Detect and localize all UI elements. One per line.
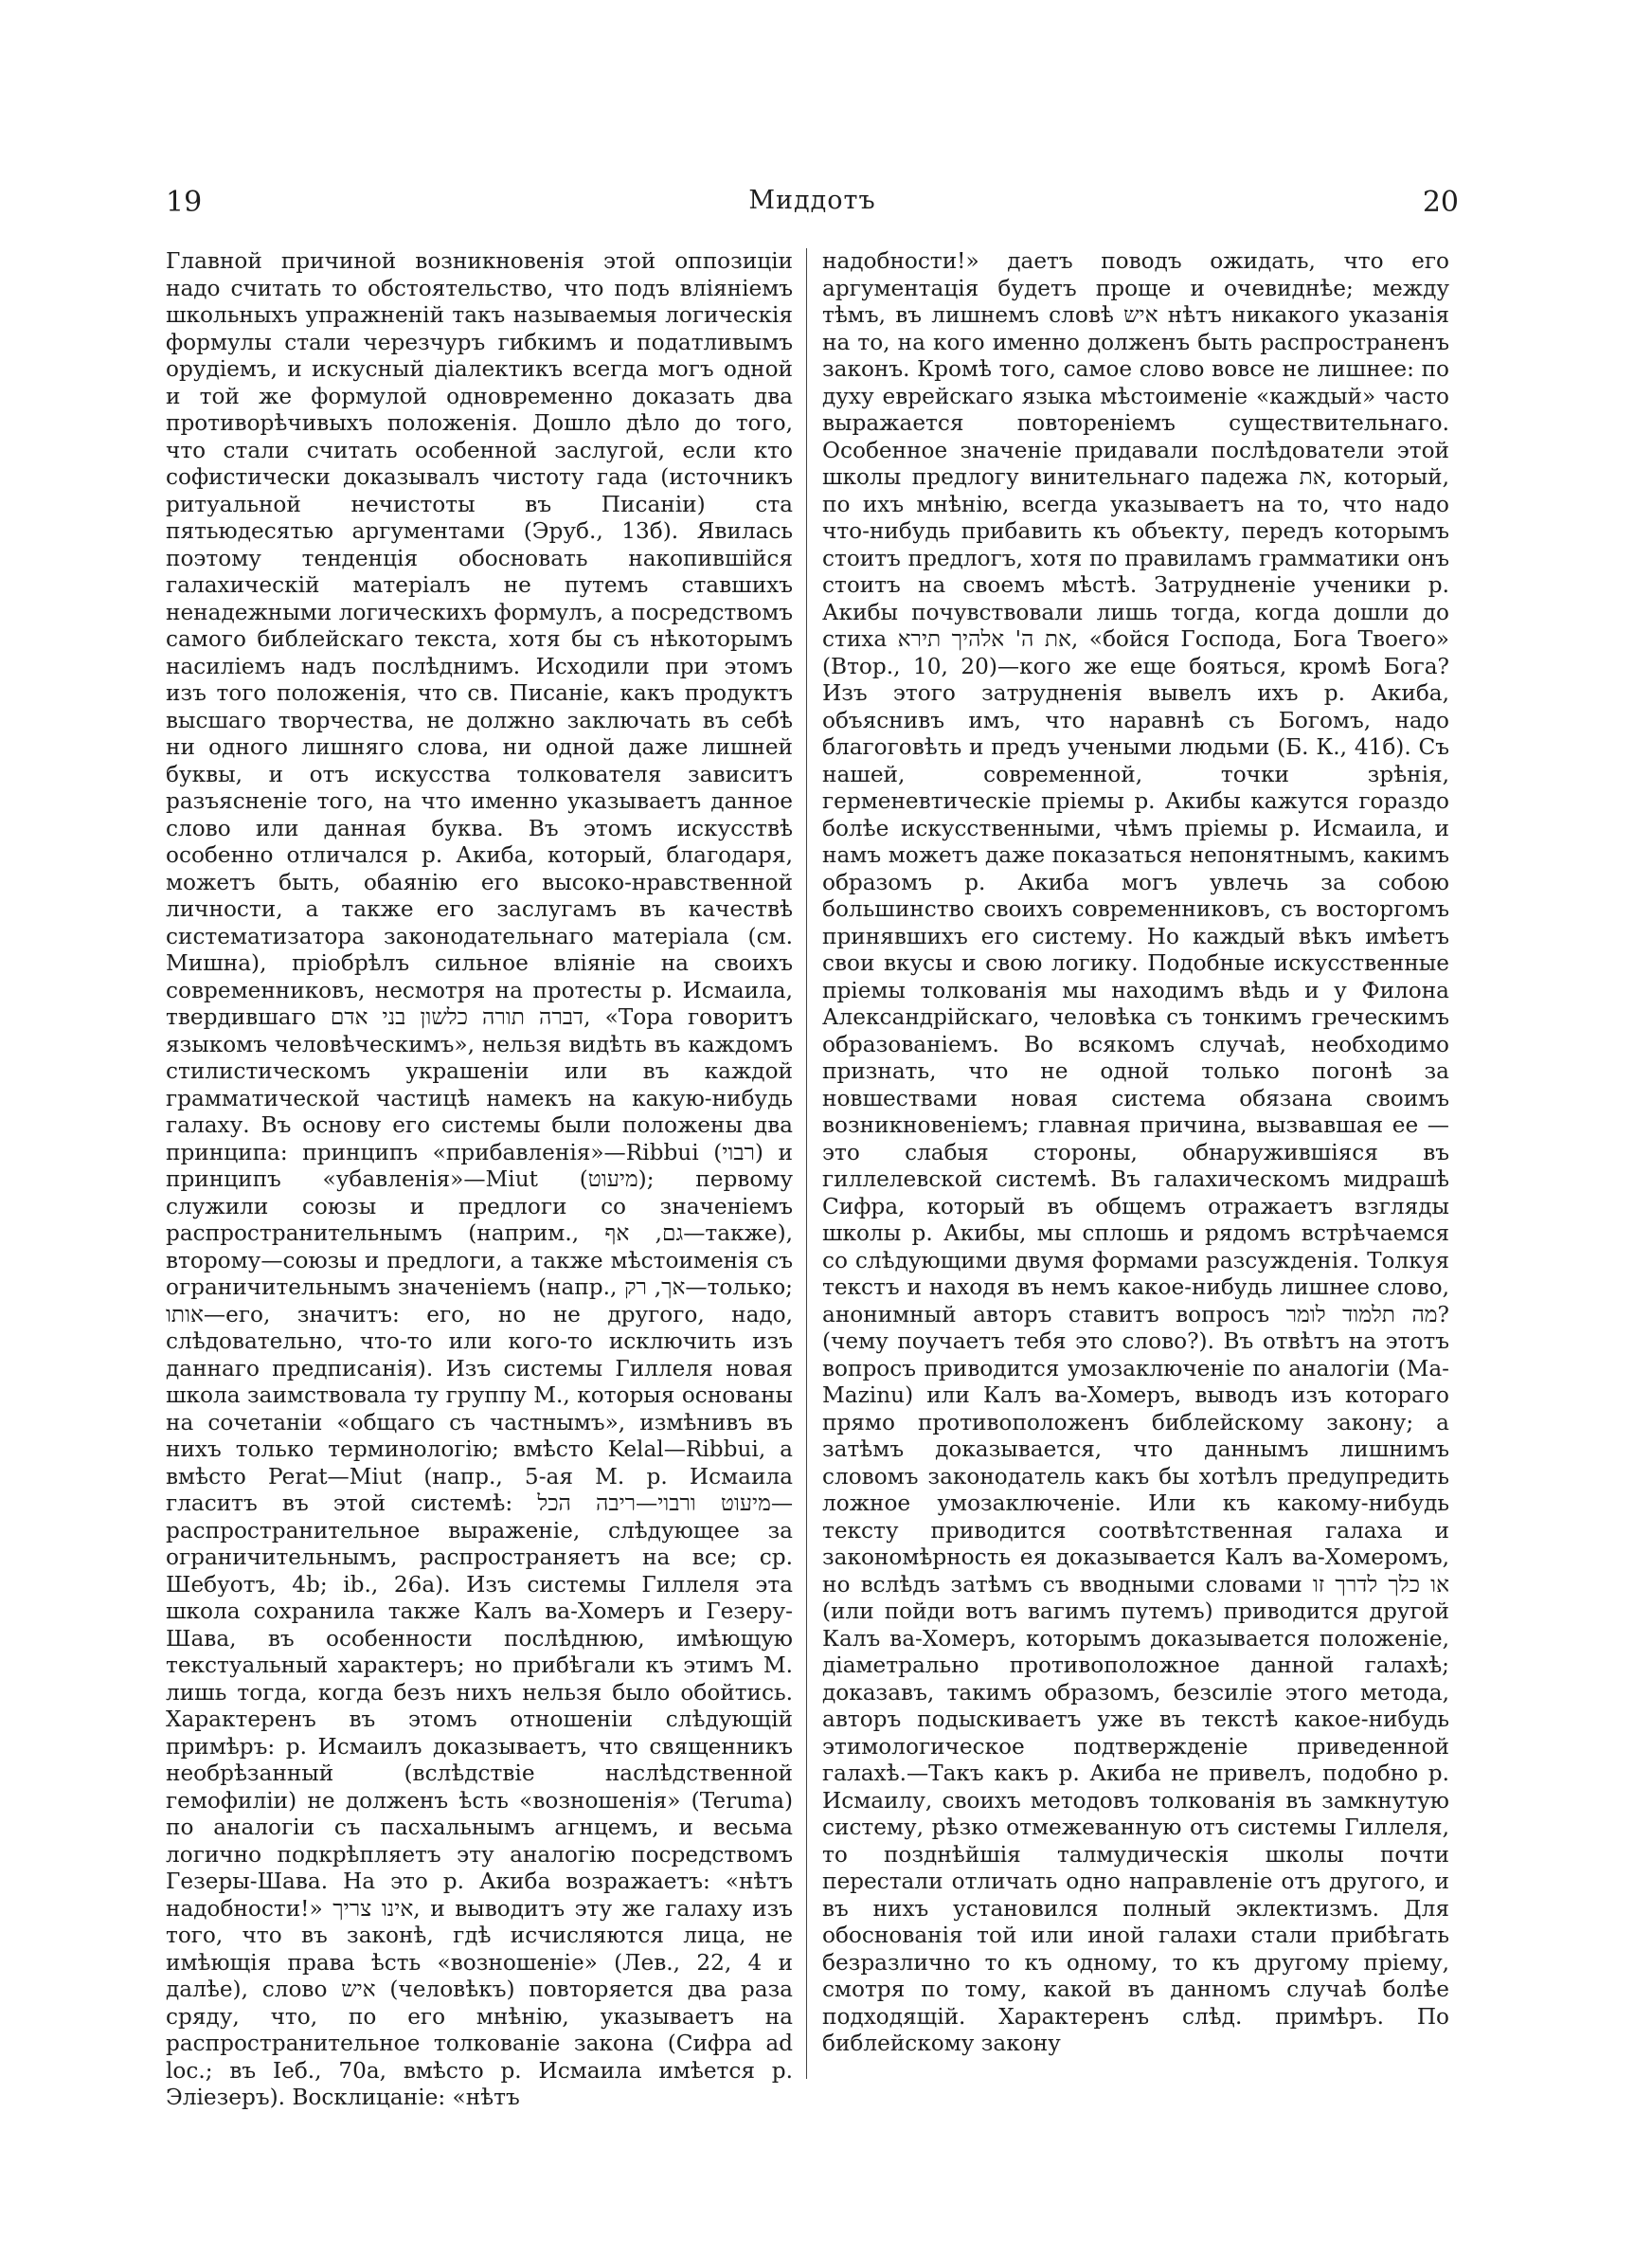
right-column-text: надобности!» даетъ поводъ ожидать, что его аргументація будетъ проще и очевиднѣе; между тѣмъ, въ лишнемъ словѣ איש нѣтъ никакого указанія на то, на кого именно долженъ быть распространенъ законъ. Кромѣ того, самое слово вовсе не лишнее: по духу еврейскаго языка мѣстоименіе «каждый» часто выражается повтореніемъ существительнаго. Особенное значеніе придавали послѣдователи этой школы предлогу винительнаго падежа את, который, по ихъ мнѣнію, всегда указываетъ на то, что надо что-нибудь прибавить къ объекту, передъ которымъ стоитъ предлогъ, хотя по правиламъ грамматики онъ стоитъ на своемъ мѣстѣ. Затрудненіе ученики р. Акибы почувствовали лишь тогда, когда дошли до стиха את ה' אלהיך תירא, «бойся Господа, Бога Твоего» (Втор., 10, 20)—кого же еще бояться, кромѣ Бога? Изъ этого затрудненія вывелъ ихъ р. Акиба, объяснивъ имъ, что наравнѣ съ Богомъ, надо благоговѣть и предъ учеными людьми (Б. К., 41б). Съ нашей, современной, точки зрѣнія, герменевтическіе пріемы р. Акибы кажутся гораздо болѣе искусственными, чѣмъ пріемы р. Исмаила, и намъ можетъ даже показаться непонятнымъ, какимъ образомъ р. Акиба могъ увлечь за собою большинство своихъ современниковъ, съ восторгомъ принявшихъ его систему. Но каждый вѣкъ имѣетъ свои вкусы и свою логику. Подобные искусственные пріемы толкованія мы находимъ вѣдь и у Филона Александрійскаго, человѣка съ тонкимъ греческимъ образованіемъ. Во всякомъ случаѣ, необходимо признать, что не одной только погонѣ за новшествами новая система обязана своимъ возникновеніемъ; главная причина, вызвавшая ее — это слабыя стороны, обнаружившіяся въ гиллелевской системѣ. Въ галахическомъ мидрашѣ Сифра, который въ общемъ отражаетъ взгляды школы р. Акибы, мы сплошь и рядомъ встрѣчаемся со слѣдующими двумя формами разсужденія. Толкуя текстъ и находя въ немъ какое-нибудь лишнее слово, анонимный авторъ ставитъ вопросъ מה תלמוד לומר? (чему поучаетъ тебя это слово?). Въ отвѣтъ на этотъ вопросъ приводится умозаключеніе по аналогіи (Ma-Mazinu) или Калъ ва-Хомеръ, выводъ изъ котораго прямо противоположенъ библейскому закону; а затѣмъ доказывается, что даннымъ лишнимъ словомъ законодатель какъ бы хотѣлъ предупредить ложное умозаключеніе. Или къ какому-нибудь тексту приводится соотвѣтственная галаха и закономѣрность ея доказывается Калъ ва-Хомеромъ, но вслѣдъ затѣмъ съ вводными словами או כלך לדרך זו (или пойди вотъ вагимъ путемъ) приводится другой Калъ ва-Хомеръ, которымъ доказывается положеніе, діаметрально противоположное данной галахѣ; доказавъ, такимъ образомъ, безсиліе этого метода, авторъ подыскиваетъ уже въ текстѣ какое-нибудь этимологическое подтвержденіе приведенной галахѣ.—Такъ какъ р. Акиба не привелъ, подобно р. Исмаилу, своихъ методовъ толкованія въ замкнутую систему, рѣзко отмежеванную отъ системы Гиллеля, то позднѣйшія талмудическія школы почти перестали отличать одно направленіе отъ другого, и въ нихъ установился полный эклектизмъ. Для обоснованія той или иной галахи стали прибѣгать безразлично то къ одному, то къ другому пріему, смотря по тому, какой въ данномъ случаѣ болѣе подходящій. Характеренъ слѣд. примѣръ. По библейскому закону <box>822 248 1449 2056</box>
page-header <box>166 186 1459 224</box>
page-title: Миддотъ <box>748 186 876 215</box>
column-divider <box>806 248 807 2079</box>
left-column-text: Главной причиной возникновенія этой оппозиціи надо считать то обстоятельство, что подъ вліяніемъ школьныхъ упражненій такъ называемыя логическія формулы стали черезчуръ гибкимъ и податливымъ орудіемъ, и искусный діалектикъ всегда могъ одной и той же формулой одновременно доказать два противорѣчивыхъ положенія. Дошло дѣло до того, что стали считать особенной заслугой, если кто софистически доказывалъ чистоту гада (источникъ ритуальной нечистоты въ Писаніи) ста пятьюдесятью аргументами (Эруб., 13б). Явилась поэтому тенденція обосновать накопившійся галахическій матеріалъ не путемъ ставшихъ ненадежными логическихъ формулъ, а посредствомъ самого библейскаго текста, хотя бы съ нѣкоторымъ насиліемъ надъ послѣднимъ. Исходили при этомъ изъ того положенія, что св. Писаніе, какъ продуктъ высшаго творчества, не должно заключать въ себѣ ни одного лишняго слова, ни одной даже лишней буквы, и отъ искусства толкователя зависитъ разъясненіе того, на что именно указываетъ данное слово или данная буква. Въ этомъ искусствѣ особенно отличался р. Акиба, который, благодаря, можетъ быть, обаянію его высоко-нравственной личности, а также его заслугамъ въ качествѣ систематизатора законодательнаго матеріала (см. Мишна), пріобрѣлъ сильное вліяніе на своихъ современниковъ, несмотря на протесты р. Исмаила, твердившаго דברה תורה כלשון בני אדם, «Тора говоритъ языкомъ человѣческимъ», нельзя видѣть въ каждомъ стилистическомъ украшеніи или въ каждой грамматической частицѣ намекъ на какую-нибудь галаху. Въ основу его системы были положены два принципа: принципъ «прибавленія»—Ribbui (רבוי) и принципъ «убавленія»—Miut (מיעוט); первому служили союзы и предлоги со значеніемъ распространительнымъ (наприм., גם, אף—также), второму—союзы и предлоги, а также мѣстоименія съ ограничительнымъ значеніемъ (напр., אך, רק—только; אותו—его, значитъ: его, но не другого, надо, слѣдовательно, что-то или кого-то исключить изъ даннаго предписанія). Изъ системы Гиллеля новая школа заимствовала ту группу М., которыя основаны на сочетаніи «общаго съ частнымъ», измѣнивъ въ нихъ только терминологію; вмѣсто Kelal—Ribbui, а вмѣсто Perat—Miut (напр., 5-ая М. р. Исмаила гласитъ въ этой системѣ: מיעוט ורבוי—ריבה הכל—распространительное выраженіе, слѣдующее за ограничительнымъ, распространяетъ на все; ср. Шебуотъ, 4b; ib., 26a). Изъ системы Гиллеля эта школа сохранила также Калъ ва-Хомеръ и Гезеру-Шава, въ особенности послѣднюю, имѣющую текстуальный характеръ; но прибѣгали къ этимъ М. лишь тогда, когда безъ нихъ нельзя было обойтись. Характеренъ въ этомъ отношеніи слѣдующій примѣръ: р. Исмаилъ доказываетъ, что священникъ необрѣзанный (вслѣдствіе наслѣдственной гемофиліи) не долженъ ѣсть «возношенія» (Teruma) по аналогіи съ пасхальнымъ агнцемъ, и весьма логично подкрѣпляетъ эту аналогію посредствомъ Гезеры-Шава. На это р. Акиба возражаетъ: «нѣтъ надобности!» אינו צריך, и выводитъ эту же галаху изъ того, что въ законѣ, гдѣ исчисляются лица, не имѣющія права ѣсть «возношеніе» (Лев., 22, 4 и далѣе), слово איש (человѣкъ) повторяется два раза сряду, что, по его мнѣнію, указываетъ на распространительное толкованіе закона (Сифра ad loc.; въ Іеб., 70a, вмѣсто р. Исмаила имѣется р. Элiезеръ). Восклицаніе: «нѣтъ <box>166 248 793 2110</box>
left-column <box>166 248 793 2110</box>
left-page-number: 19 <box>166 186 203 219</box>
right-column <box>822 248 1449 2079</box>
right-page-number: 20 <box>1422 186 1459 219</box>
